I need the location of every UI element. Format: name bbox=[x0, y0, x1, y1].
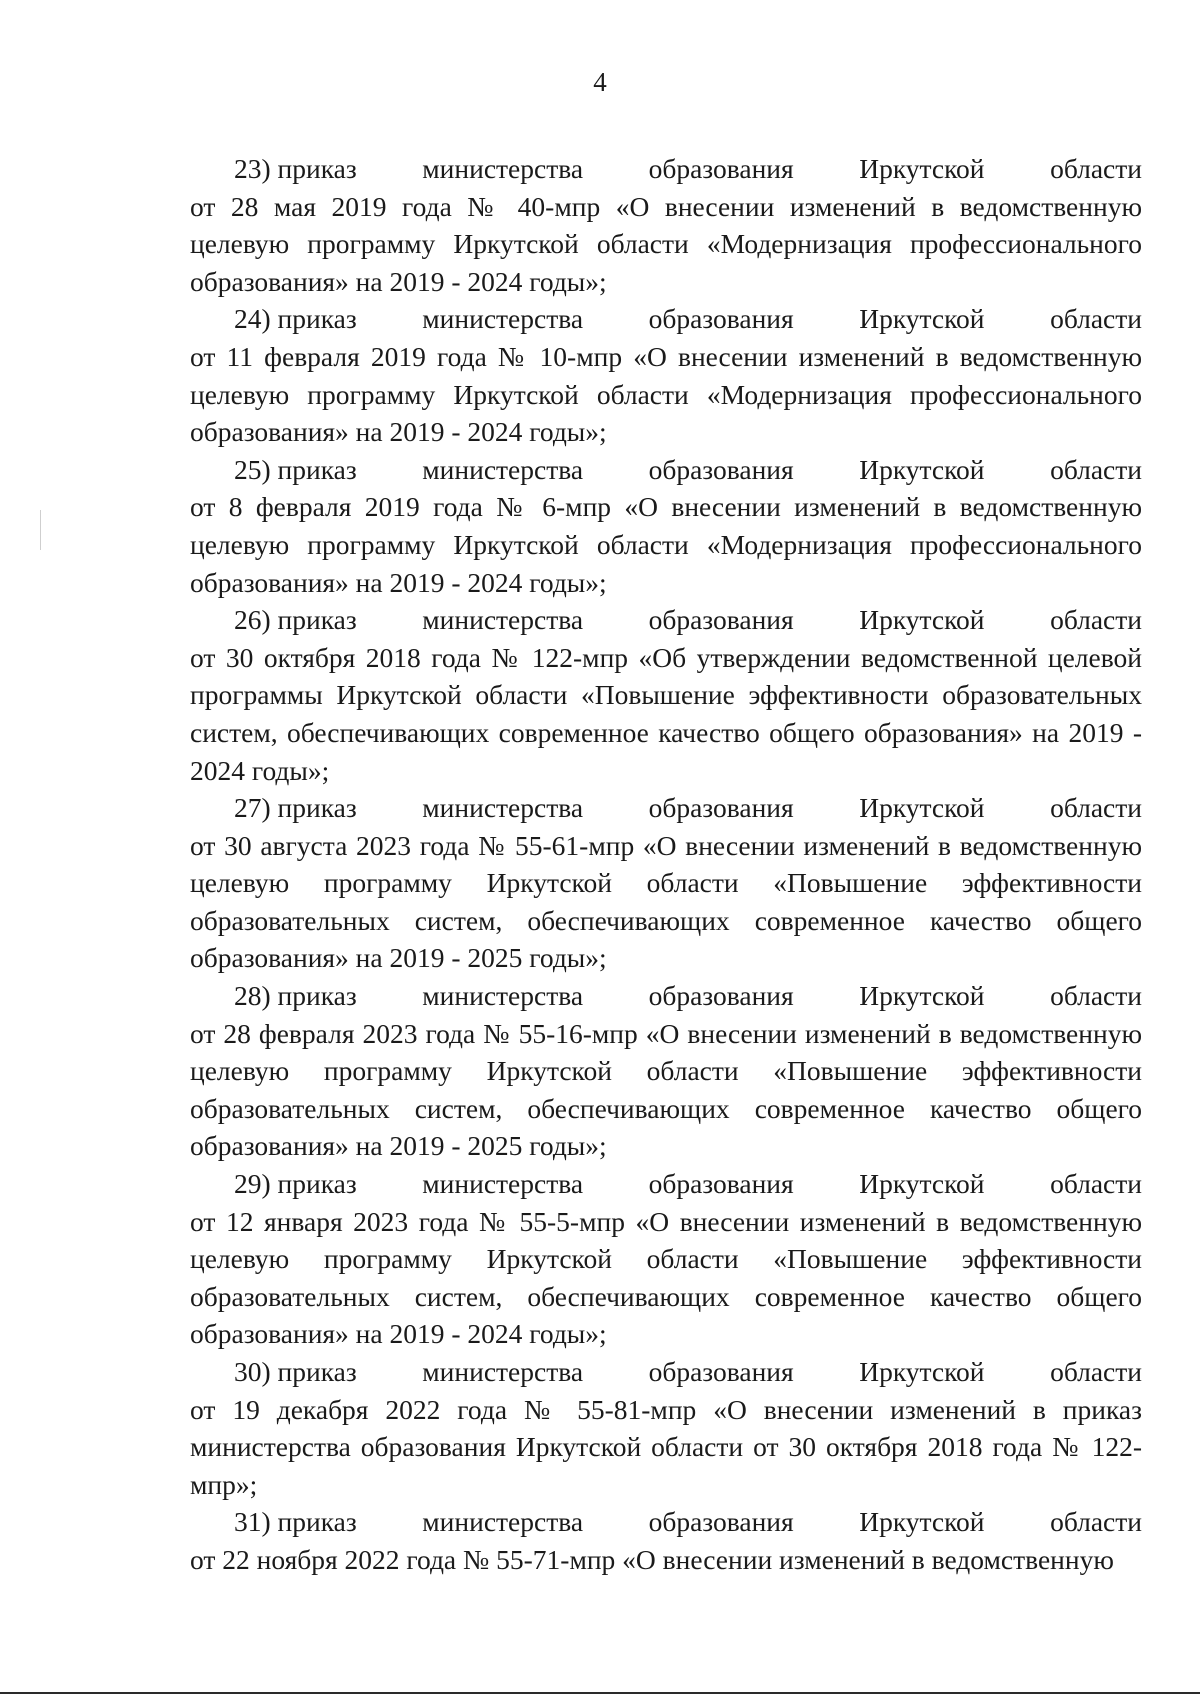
list-item-number: 27) bbox=[234, 792, 271, 824]
list-item-heading-line bbox=[190, 601, 1142, 639]
list-item-number: 24) bbox=[234, 303, 271, 335]
list-item-word: Иркутской bbox=[859, 153, 985, 184]
list-item bbox=[190, 1503, 1142, 1578]
list-item-heading-line bbox=[190, 1353, 1142, 1391]
list-item-word: министерства bbox=[422, 303, 584, 335]
list-item-word: министерства bbox=[422, 1168, 584, 1200]
list-item bbox=[190, 601, 1142, 789]
list-item-word: министерства bbox=[422, 604, 584, 636]
list-item-word: приказ bbox=[277, 303, 357, 335]
list-item-word: приказ bbox=[277, 153, 357, 184]
list-item-word: области bbox=[1050, 453, 1142, 485]
list-item-word: образования bbox=[648, 604, 794, 636]
list-item bbox=[190, 451, 1142, 601]
list-item-word: министерства bbox=[422, 153, 584, 184]
list-item-number: 23) bbox=[234, 153, 271, 184]
list-item bbox=[190, 150, 1142, 300]
list-item bbox=[190, 300, 1142, 450]
list-item-number: 28) bbox=[234, 980, 271, 1012]
list-item-word: области bbox=[1050, 1356, 1142, 1387]
list-item-word: Иркутской bbox=[859, 980, 985, 1012]
list-item-word: образования bbox=[648, 1356, 794, 1387]
list-item-word: Иркутской bbox=[859, 792, 985, 824]
list-item-word: приказ bbox=[277, 453, 357, 485]
document-body bbox=[190, 150, 1142, 1579]
list-item-word: министерства bbox=[422, 453, 584, 485]
list-item-word: области bbox=[1050, 604, 1142, 636]
list-item-heading-line bbox=[190, 150, 1142, 188]
list-item-word: области bbox=[1050, 1168, 1142, 1200]
list-item-word: приказ bbox=[277, 980, 357, 1012]
list-item-word: области bbox=[1050, 153, 1142, 184]
list-item-text: от 22 ноября 2022 года № 55-71-мпр «О внесении изменений в ведомственную bbox=[190, 1543, 1114, 1575]
list-item-heading-line bbox=[190, 451, 1142, 489]
list-item-word: области bbox=[1050, 980, 1142, 1012]
list-item-word: образования bbox=[648, 153, 794, 184]
list-item-word: Иркутской bbox=[859, 303, 985, 335]
list-item-word: приказ bbox=[277, 792, 357, 824]
list-item bbox=[190, 977, 1142, 1165]
scan-margin-mark bbox=[40, 510, 41, 550]
list-item-text: от 30 августа 2023 года № 55-61-мпр «О внесении изменений в ведомственную целевую программу Иркутской области «Повышение эффективности образовательных систем, обеспечивающих современное качество общего образования» на 2019 - 2025 годы»; bbox=[190, 829, 1142, 974]
list-item-word: приказ bbox=[277, 604, 357, 636]
page-bottom-edge bbox=[0, 1692, 1200, 1694]
list-item-word: Иркутской bbox=[859, 1506, 985, 1538]
list-item-heading-line bbox=[190, 1503, 1142, 1541]
list-item-word: приказ bbox=[277, 1356, 357, 1387]
list-item-word: образования bbox=[648, 792, 794, 824]
list-item bbox=[190, 1353, 1142, 1503]
list-item-number: 25) bbox=[234, 453, 271, 485]
list-item-word: образования bbox=[648, 453, 794, 485]
list-item-word: области bbox=[1050, 1506, 1142, 1538]
list-item-heading-line bbox=[190, 1165, 1142, 1203]
list-item-heading-line bbox=[190, 789, 1142, 827]
list-item-word: образования bbox=[648, 1168, 794, 1200]
page-number: 4 bbox=[593, 67, 607, 97]
list-item-word: Иркутской bbox=[859, 453, 985, 485]
list-item-word: области bbox=[1050, 792, 1142, 824]
list-item-text: от 12 января 2023 года № 55-5-мпр «О внесении изменений в ведомственную целевую программу Иркутской области «Повышение эффективности образовательных систем, обеспечивающих современное качество общего образования» на 2019 - 2024 годы»; bbox=[190, 1205, 1142, 1350]
list-item-word: министерства bbox=[422, 1356, 584, 1387]
list-item-word: Иркутской bbox=[859, 1356, 985, 1387]
list-item-word: образования bbox=[648, 303, 794, 335]
list-item-number: 26) bbox=[234, 604, 271, 636]
list-item-word: образования bbox=[648, 1506, 794, 1538]
list-item-word: министерства bbox=[422, 980, 584, 1012]
list-item-text: от 8 февраля 2019 года № 6-мпр «О внесении изменений в ведомственную целевую программу Иркутской области «Модернизация профессионального образования» на 2019 - 2024 годы»; bbox=[190, 491, 1142, 598]
list-item-text: от 19 декабря 2022 года № 55-81-мпр «О внесении изменений в приказ министерства образования Иркутской области от 30 октября 2018 года № 122-мпр»; bbox=[190, 1393, 1142, 1500]
list-item-word: министерства bbox=[422, 1506, 584, 1538]
list-item bbox=[190, 1165, 1142, 1353]
list-item-word: приказ bbox=[277, 1168, 357, 1200]
list-item-text: от 28 февраля 2023 года № 55-16-мпр «О внесении изменений в ведомственную целевую программу Иркутской области «Повышение эффективности образовательных систем, обеспечивающих современное качество общего образования» на 2019 - 2025 годы»; bbox=[190, 1017, 1142, 1162]
list-item-number: 30) bbox=[234, 1356, 271, 1387]
list-item bbox=[190, 789, 1142, 977]
list-item-word: Иркутской bbox=[859, 604, 985, 636]
list-item-heading-line bbox=[190, 977, 1142, 1015]
list-item-word: области bbox=[1050, 303, 1142, 335]
list-item-text: от 30 октября 2018 года № 122-мпр «Об утверждении ведомственной целевой программы Иркутской области «Повышение эффективности образовательных систем, обеспечивающих современное качество общего образования» на 2019 - 2024 годы»; bbox=[190, 641, 1142, 786]
list-item-heading-line bbox=[190, 300, 1142, 338]
list-item-word: образования bbox=[648, 980, 794, 1012]
list-item-text: от 28 мая 2019 года № 40-мпр «О внесении изменений в ведомственную целевую программу Иркутской области «Модернизация профессионального образования» на 2019 - 2024 годы»; bbox=[190, 190, 1142, 297]
list-item-number: 31) bbox=[234, 1506, 271, 1538]
list-item-word: Иркутской bbox=[859, 1168, 985, 1200]
list-item-number: 29) bbox=[234, 1168, 271, 1200]
list-item-word: приказ bbox=[277, 1506, 357, 1538]
list-item-word: министерства bbox=[422, 792, 584, 824]
list-item-text: от 11 февраля 2019 года № 10-мпр «О внесении изменений в ведомственную целевую программу Иркутской области «Модернизация профессионального образования» на 2019 - 2024 годы»; bbox=[190, 340, 1142, 448]
